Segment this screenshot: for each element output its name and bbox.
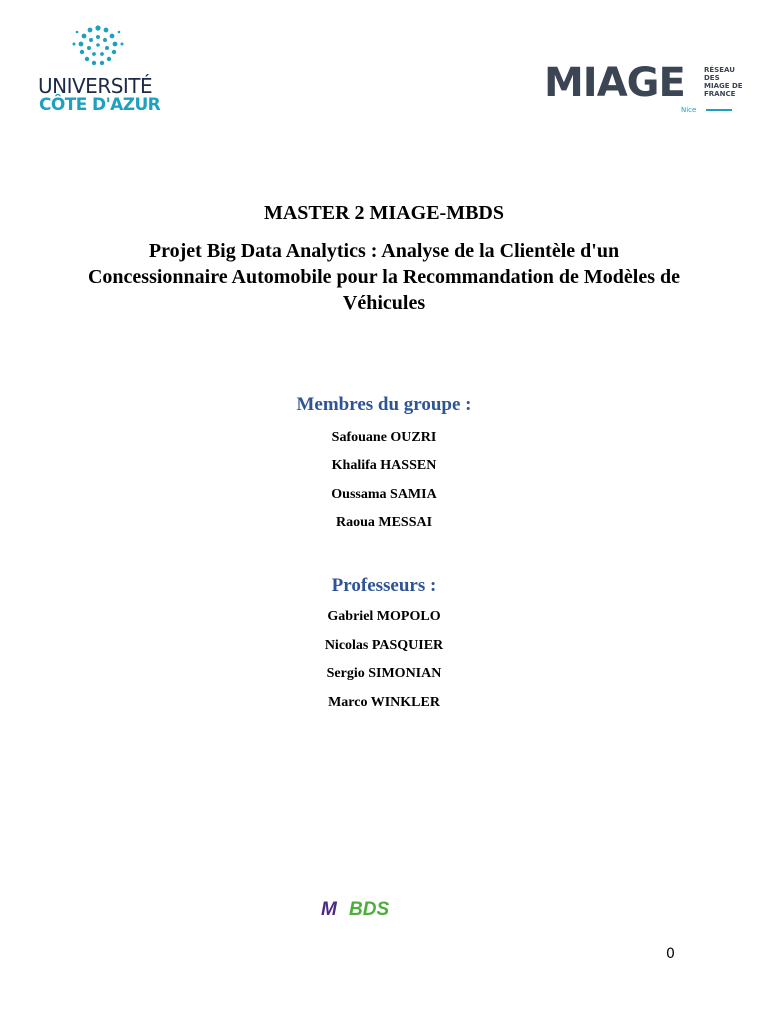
uca-logo-line2: CÔTE D'AZUR — [39, 95, 161, 115]
miage-logo-word: MIAGE — [544, 60, 685, 106]
uca-logo-line1: UNIVERSITÉ — [38, 74, 153, 98]
project-title: Projet Big Data Analytics : Analyse de la Clientèle d'un Concessionnaire Automobile pour la Recommandation de Modèles de Véhicules — [87, 240, 681, 314]
professor-name: Gabriel MOPOLO — [327, 609, 441, 624]
universite-cote-dazur-logo — [38, 24, 162, 116]
professors-heading: Professeurs : — [331, 575, 437, 596]
page-number: 0 — [666, 946, 675, 962]
members-heading: Membres du groupe : — [296, 394, 472, 415]
uca-dot-emblem-icon — [72, 24, 124, 70]
miage-logo-city: Nice — [681, 106, 697, 114]
professor-name: Nicolas PASQUIER — [324, 638, 444, 653]
member-name: Raoua MESSAI — [335, 515, 433, 530]
miage-logo — [544, 60, 744, 116]
miage-logo-network: RÉSEAU DES MIAGE DE FRANCE — [704, 66, 743, 98]
professor-name: Sergio SIMONIAN — [326, 666, 442, 681]
program-title: MASTER 2 MIAGE-MBDS — [263, 202, 504, 224]
member-name: Khalifa HASSEN — [331, 458, 437, 473]
professor-name: Marco WINKLER — [328, 695, 440, 710]
member-name: Safouane OUZRI — [331, 430, 437, 445]
member-name: Oussama SAMIA — [331, 487, 437, 502]
svg-text:BDS: BDS — [349, 899, 390, 919]
svg-text:M: M — [321, 899, 337, 919]
mbds-logo — [319, 897, 439, 919]
miage-logo-underline — [706, 109, 732, 111]
